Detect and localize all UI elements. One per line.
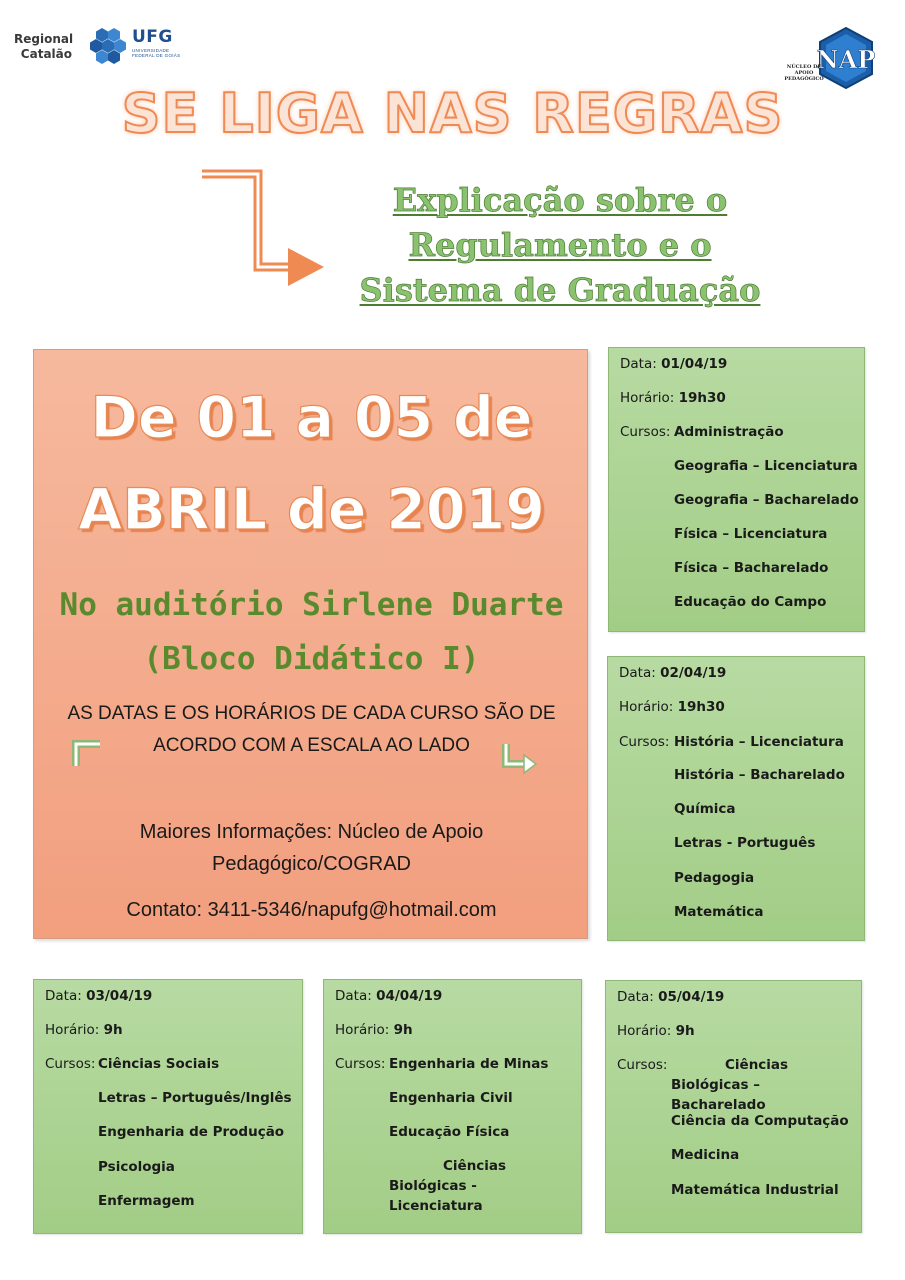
ufg-logo-text: UFG	[132, 27, 173, 47]
bent-arrow-icon	[198, 168, 328, 292]
subtitle-line-1: Explicação sobre o	[392, 181, 728, 219]
event-dates-line-2: ABRIL de 2019	[78, 477, 545, 543]
day-2-date: 02/04/19	[660, 665, 727, 681]
date-label: Data:	[619, 665, 656, 681]
day-3-time: 9h	[103, 1022, 123, 1038]
course-item: Ciências Biológicas - Licenciatura	[389, 1158, 507, 1214]
ufg-hexagons-icon	[90, 26, 130, 66]
page-title: SE LIGA NAS REGRAS	[121, 82, 784, 145]
course-item: Pedagogia	[674, 870, 755, 886]
date-label: Data:	[617, 989, 654, 1005]
event-location	[34, 578, 589, 686]
course-item: História – Bacharelado	[674, 767, 845, 783]
course-item: Educação do Campo	[674, 594, 827, 610]
regional-line-1: Regional	[14, 32, 74, 46]
day-5-time: 9h	[675, 1023, 695, 1039]
corner-arrow-right-icon	[500, 742, 538, 776]
course-item: Física – Licenciatura	[674, 526, 828, 542]
course-item: Educação Física	[389, 1124, 510, 1140]
course-item: Engenharia de Produção	[98, 1124, 285, 1140]
subtitle-line-3: Sistema de Graduação	[359, 271, 761, 309]
day-4-time: 9h	[393, 1022, 413, 1038]
schedule-note-line-1: AS DATAS E OS HORÁRIOS DE CADA CURSO SÃO DE	[67, 703, 556, 724]
course-item: Medicina	[671, 1147, 740, 1163]
event-location-line-2: (Bloco Didático I)	[143, 641, 480, 677]
date-label: Data:	[335, 988, 372, 1004]
schedule-day-3	[33, 979, 303, 1234]
day-4-date: 04/04/19	[376, 988, 443, 1004]
schedule-note	[44, 698, 579, 762]
time-label: Horário:	[45, 1022, 100, 1038]
date-label: Data:	[45, 988, 82, 1004]
event-info-box	[33, 349, 588, 939]
course-item: Administração	[674, 424, 784, 440]
time-label: Horário:	[335, 1022, 390, 1038]
more-info	[34, 816, 589, 880]
day-3-date: 03/04/19	[86, 988, 153, 1004]
courses-label: Cursos:	[335, 1056, 386, 1072]
courses-label: Cursos:	[45, 1056, 96, 1072]
course-item: Geografia – Bacharelado	[674, 492, 859, 508]
course-item: História – Licenciatura	[674, 734, 844, 750]
corner-arrow-left-icon	[68, 738, 106, 772]
event-dates-line-1: De 01 a 05 de	[90, 385, 533, 451]
event-location-line-1: No auditório Sirlene Duarte	[59, 587, 564, 623]
course-item: Ciências Sociais	[98, 1056, 220, 1072]
course-item: Letras – Português/Inglês	[98, 1090, 292, 1106]
time-label: Horário:	[619, 699, 674, 715]
course-item: Geografia – Licenciatura	[674, 458, 858, 474]
ufg-logo	[90, 26, 180, 66]
course-item: Letras - Português	[674, 835, 816, 851]
subtitle	[340, 178, 780, 313]
courses-label: Cursos:	[620, 424, 671, 440]
course-item: Psicologia	[98, 1159, 175, 1175]
more-info-line-1: Maiores Informações: Núcleo de Apoio	[139, 821, 484, 843]
courses-label: Cursos:	[619, 734, 670, 750]
contact-info: Contato: 3411-5346/napufg@hotmail.com	[126, 899, 497, 921]
schedule-day-5	[605, 980, 862, 1233]
courses-label: Cursos:	[617, 1057, 668, 1073]
course-item: Química	[674, 801, 736, 817]
time-label: Horário:	[617, 1023, 672, 1039]
ufg-logo-subtext: UNIVERSIDADE FEDERAL DE GOIÁS	[132, 48, 181, 58]
schedule-day-4	[323, 979, 582, 1234]
regional-catalao-label	[14, 32, 72, 62]
more-info-line-2: Pedagógico/COGRAD	[212, 853, 411, 875]
course-item: Matemática	[674, 904, 764, 920]
course-item: Ciências Biológicas – Bacharelado	[671, 1057, 789, 1113]
schedule-day-1	[608, 347, 865, 632]
day-2-time: 19h30	[677, 699, 725, 715]
time-label: Horário:	[620, 390, 675, 406]
course-item: Engenharia Civil	[389, 1090, 513, 1106]
course-item: Matemática Industrial	[671, 1182, 839, 1198]
day-1-date: 01/04/19	[661, 356, 728, 372]
course-item: Enfermagem	[98, 1193, 195, 1209]
schedule-day-2	[607, 656, 865, 941]
subtitle-line-2: Regulamento e o	[408, 226, 712, 264]
schedule-note-line-2: ACORDO COM A ESCALA AO LADO	[153, 735, 470, 756]
event-dates	[34, 372, 589, 556]
date-label: Data:	[620, 356, 657, 372]
course-item: Física – Bacharelado	[674, 560, 829, 576]
nap-logo-subtext: NÚCLEO DE APOIO PEDAGÓGICO	[784, 64, 824, 82]
regional-line-2: Catalão	[20, 47, 72, 61]
course-item: Ciência da Computação	[671, 1113, 849, 1129]
day-1-time: 19h30	[678, 390, 726, 406]
day-5-date: 05/04/19	[658, 989, 725, 1005]
course-item: Engenharia de Minas	[389, 1056, 549, 1072]
svg-text:NAP: NAP	[816, 45, 876, 74]
